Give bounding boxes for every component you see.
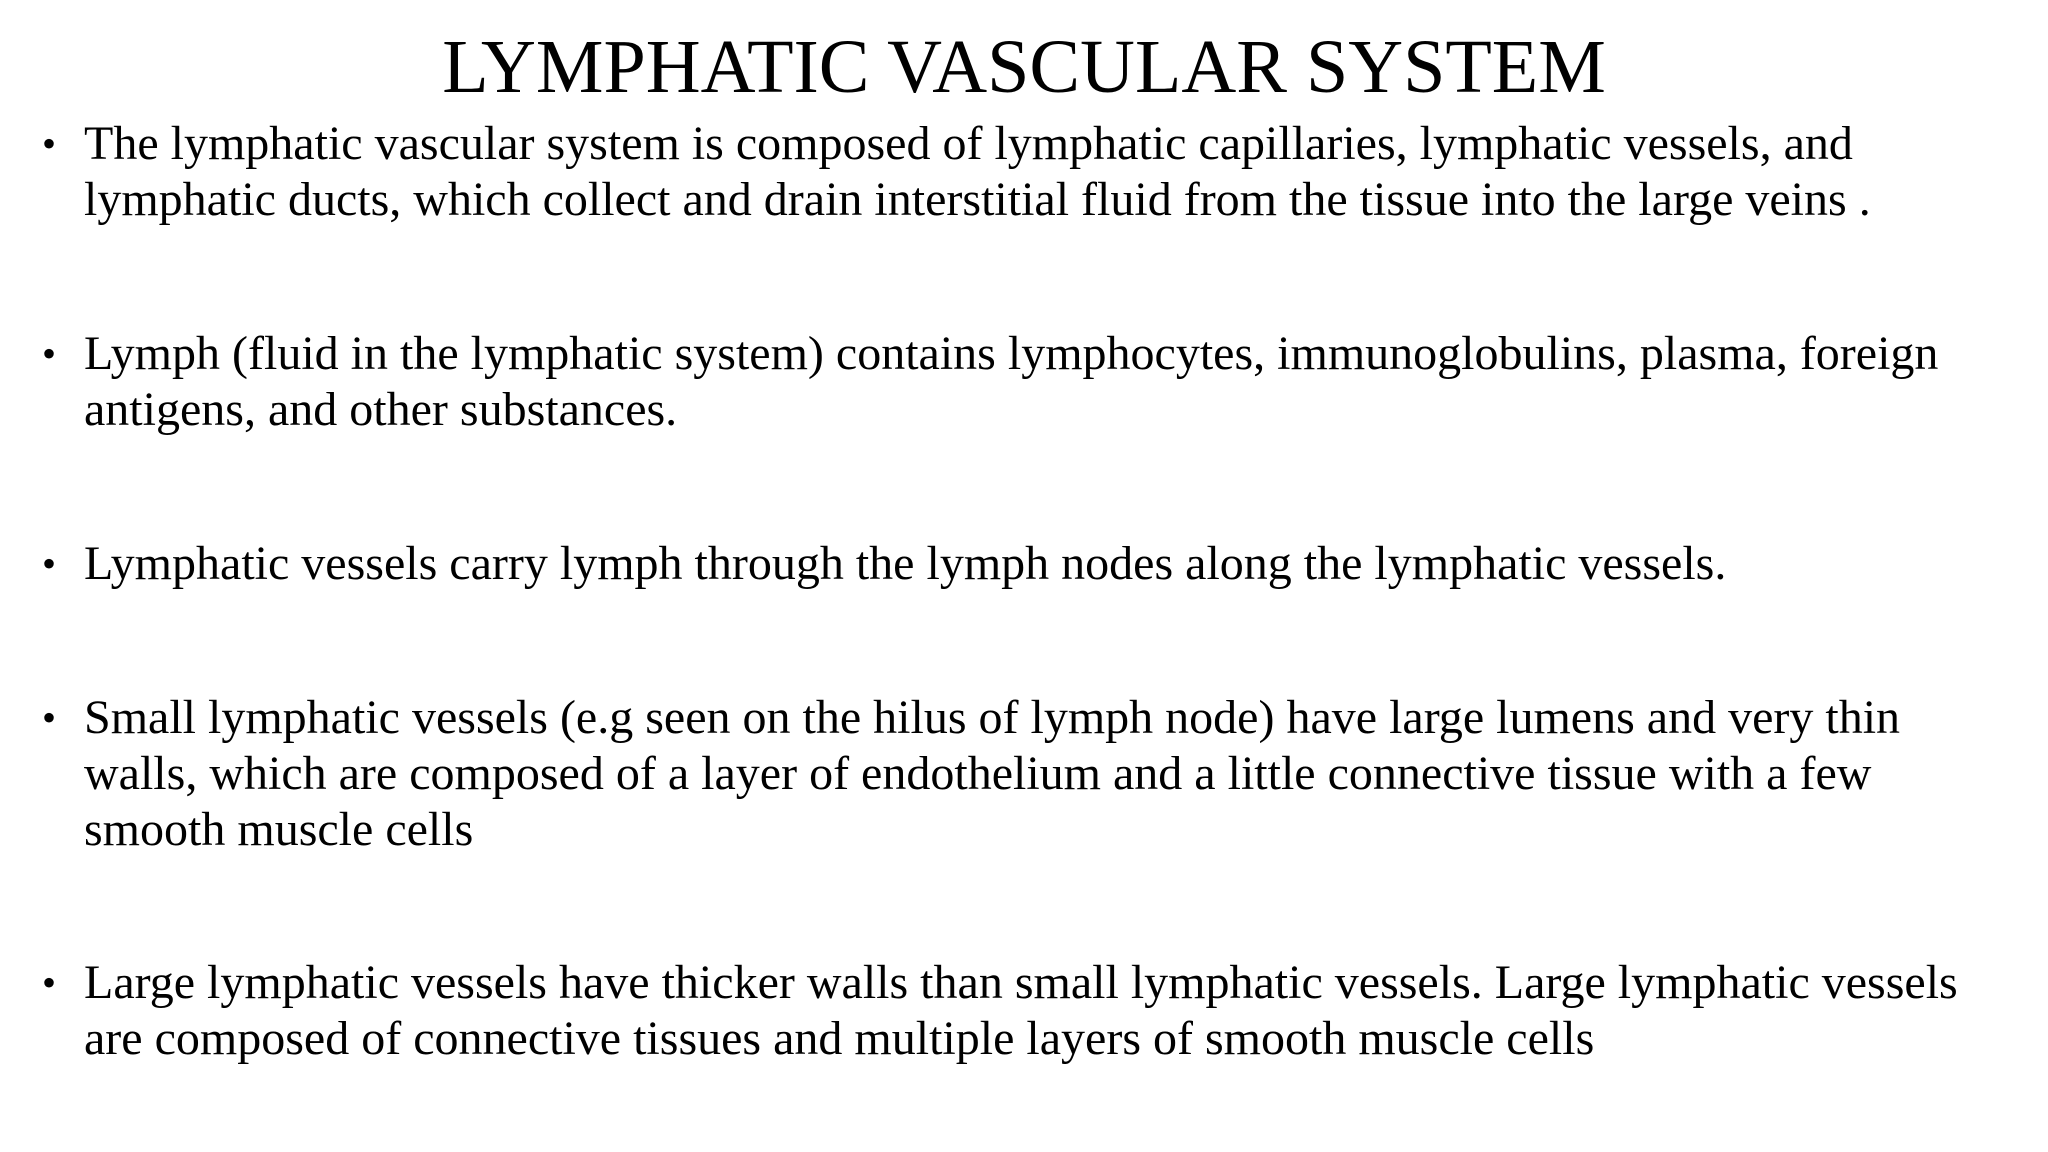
bullet-text: Small lymphatic vessels (e.g seen on the hilus of lymph node) have large lumens and very thin walls, which are composed of a layer of endothelium and a little connective tissue with a few smooth muscle cells <box>84 691 1901 856</box>
bullet-icon: • <box>42 121 57 166</box>
bullet-item <box>42 955 2024 1067</box>
bullet-text: Lymphatic vessels carry lymph through the lymph nodes along the lymphatic vessels. <box>84 537 1727 590</box>
bullet-icon: • <box>42 331 57 376</box>
bullet-item <box>42 116 2024 228</box>
bullet-item <box>42 690 2024 858</box>
bullet-icon: • <box>42 541 57 586</box>
bullet-item <box>42 326 2024 438</box>
bullet-item <box>42 536 2024 592</box>
bullet-icon: • <box>42 960 57 1005</box>
slide-title: LYMPHATIC VASCULAR SYSTEM <box>442 25 1606 109</box>
bullet-text: The lymphatic vascular system is composed of lymphatic capillaries, lymphatic vessels, and lymphatic ducts, which collect and drain interstitial fluid from the tissue into the large veins . <box>84 117 1871 226</box>
bullet-icon: • <box>42 695 57 740</box>
bullet-text: Lymph (fluid in the lymphatic system) contains lymphocytes, immunoglobulins, plasma, foreign antigens, and other substances. <box>84 327 1939 436</box>
bullet-text: Large lymphatic vessels have thicker walls than small lymphatic vessels. Large lymphatic vessels are composed of connective tissues and multiple layers of smooth muscle cells <box>84 956 1958 1065</box>
